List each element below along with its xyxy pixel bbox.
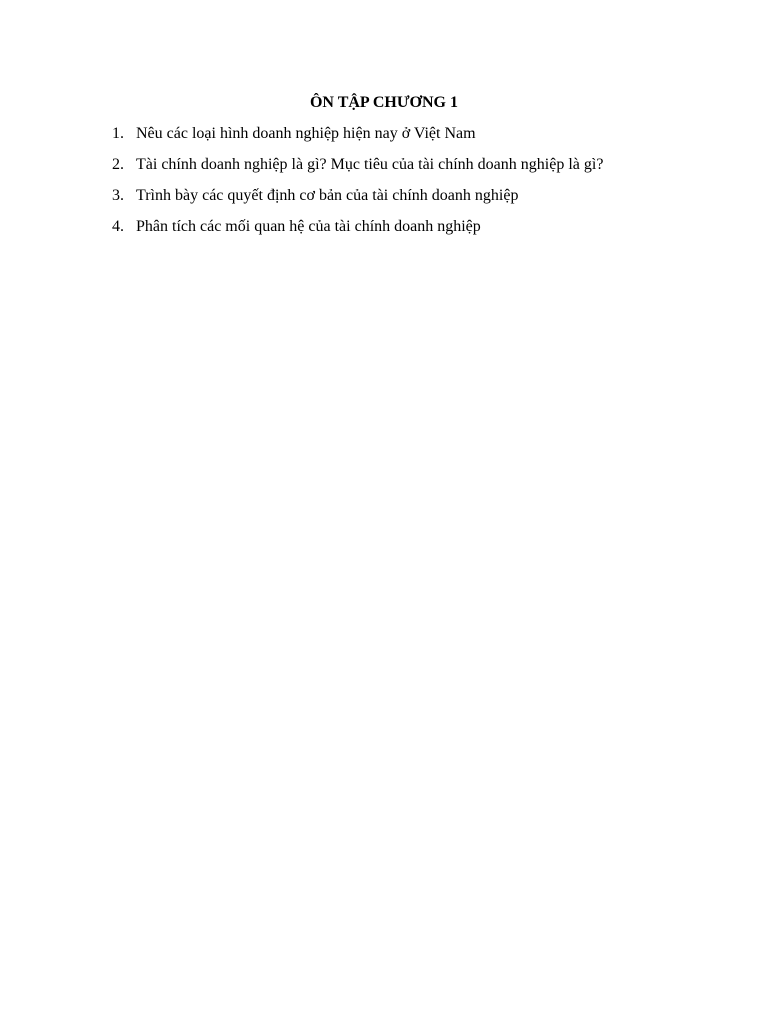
question-number: 4.: [112, 218, 124, 235]
question-number: 3.: [112, 187, 124, 204]
question-number: 2.: [112, 156, 124, 173]
question-text: Phân tích các mối quan hệ của tài chính doanh nghiệp: [136, 218, 481, 235]
question-number: 1.: [112, 125, 124, 142]
question-item-3: [112, 186, 603, 217]
question-text: Trình bày các quyết định cơ bản của tài chính doanh nghiệp: [136, 187, 519, 204]
question-item-1: [112, 124, 603, 155]
question-item-4: [112, 217, 603, 248]
question-item-2: [112, 155, 603, 186]
document-title: ÔN TẬP CHƯƠNG 1: [309, 94, 458, 111]
question-text: Tài chính doanh nghiệp là gì? Mục tiêu của tài chính doanh nghiệp là gì?: [136, 156, 604, 173]
question-list: [112, 124, 603, 248]
question-text: Nêu các loại hình doanh nghiệp hiện nay ở Việt Nam: [136, 125, 476, 142]
